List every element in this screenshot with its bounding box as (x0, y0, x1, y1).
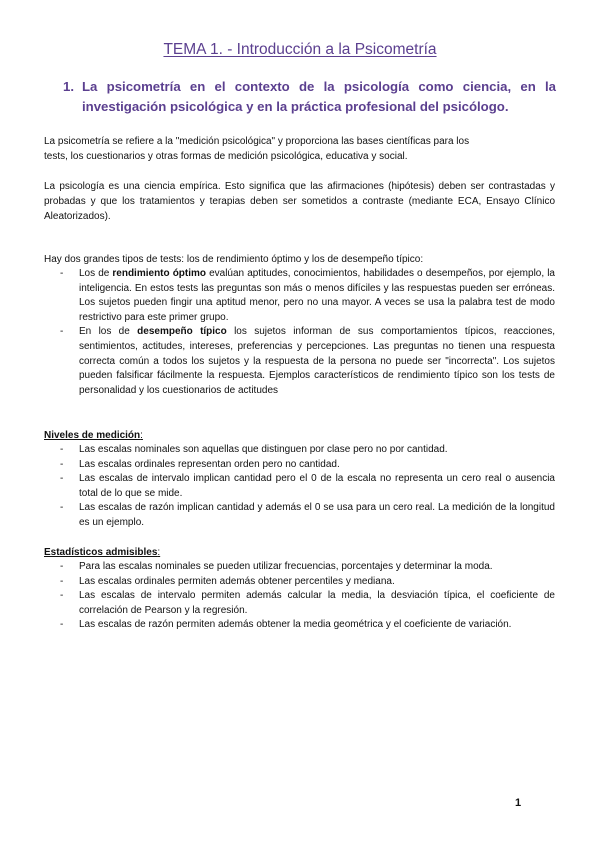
list-item-text: Las escalas de razón permiten además obtener la media geométrica y el coeficiente de variación. (79, 619, 512, 631)
list-dash: - (60, 473, 64, 485)
list-item (60, 589, 555, 618)
list-dash: - (60, 268, 64, 279)
list-item-text: Las escalas nominales son aquellas que distinguen por clase pero no por cantidad. (79, 444, 448, 455)
estadisticos-heading-text: Estadísticos admisibles (44, 547, 158, 558)
page-title: TEMA 1. - Introducción a la Psicometría (163, 41, 437, 58)
list-dash: - (60, 561, 64, 572)
list-item-text: Las escalas de intervalo implican cantidad pero el 0 de la escala no representa un cero real o ausencia total de lo que se mide. (79, 473, 555, 499)
estadisticos-list (60, 560, 555, 633)
list-dash: - (60, 458, 64, 470)
niveles-heading-text: Niveles de medición (44, 430, 141, 441)
page-number: 1 (515, 797, 522, 809)
section-heading (63, 77, 556, 117)
list-dash: - (60, 502, 64, 514)
section-heading-text: La psicometría en el contexto de la psicología como ciencia, en la investigación psicológica y en la práctica profesional del psicólogo. (82, 79, 556, 114)
list-item-text: Las escalas ordinales representan orden pero no cantidad. (79, 458, 340, 470)
intro-paragraph-1 (44, 134, 555, 164)
list-item (60, 267, 555, 325)
list-item-text: Las escalas ordinales permiten además obtener percentiles y mediana. (79, 575, 395, 587)
list-dash: - (60, 575, 64, 587)
estadisticos-heading-colon: : (157, 547, 161, 558)
niveles-heading (44, 428, 143, 443)
intro-paragraph-1-line-2: tests, los cuestionarios y otras formas de medición psicológica, educativa y social. (44, 151, 408, 162)
list-item (60, 560, 555, 575)
list-dash: - (60, 590, 64, 602)
list-item (60, 443, 555, 458)
list-item (60, 325, 555, 398)
list-item (60, 472, 555, 501)
niveles-heading-colon: : (140, 430, 143, 441)
tests-list (60, 267, 555, 398)
list-item (60, 501, 555, 530)
list-dash: - (60, 444, 64, 455)
list-item-text: los sujetos informan de sus comportamientos típicos, reacciones, sentimientos, actitudes, intereses, preferencias y percepciones. Las preguntas no tienen una respuesta correcta común a todos los sujetos y la respuesta de la persona no puede ser "incorrecta". Los sujetos pueden falsificar fácilmente la respuesta. Ejemplos característicos de rendimiento típico son los tests de personalidad y los cuestionarios de actitudes (79, 326, 555, 396)
list-item (60, 458, 555, 473)
list-item-term: desempeño típico (137, 326, 227, 338)
list-dash: - (60, 619, 64, 631)
tests-intro: Hay dos grandes tipos de tests: los de rendimiento óptimo y los de desempeño típico: (44, 254, 424, 265)
list-item-term: rendimiento óptimo (112, 268, 207, 279)
list-dash: - (60, 326, 64, 338)
estadisticos-heading (44, 545, 160, 560)
list-item-text: Las escalas de razón implican cantidad y además el 0 se usa para un cero real. La medición de la longitud es un ejemplo. (79, 502, 555, 528)
niveles-list (60, 443, 555, 531)
list-item-prefix: Los de (79, 268, 113, 279)
section-number: 1. (63, 79, 74, 94)
list-item-prefix: En los de (79, 326, 138, 338)
list-item (60, 618, 555, 633)
list-item-text: evalúan aptitudes, conocimientos, habilidades o desempeños, por ejemplo, la inteligencia. En estos tests las preguntas son más o menos difíciles y las respuestas pueden ser erróneas. Los sujetos pueden fingir una aptitud menor, pero no una mayor. A veces se usa la palabra test de modo restrictivo para este primer grupo. (79, 268, 555, 323)
list-item-text: Las escalas de intervalo permiten además calcular la media, la desviación típica, el coeficiente de correlación de Pearson y la regresión. (79, 590, 555, 616)
intro-paragraph-2: La psicología es una ciencia empírica. Esto significa que las afirmaciones (hipótesis) deben ser contrastadas y probadas y que los tratamientos y terapias deben ser sometidos a contraste (mediante ECA, Ensayo Clínico Aleatorizados). (44, 181, 555, 222)
intro-paragraph-1-line-1: La psicometría se refiere a la "medición psicológica" y proporciona las bases científicas para los (44, 136, 470, 147)
list-item-text: Para las escalas nominales se pueden utilizar frecuencias, porcentajes y determinar la moda. (79, 561, 493, 572)
list-item (60, 575, 555, 590)
